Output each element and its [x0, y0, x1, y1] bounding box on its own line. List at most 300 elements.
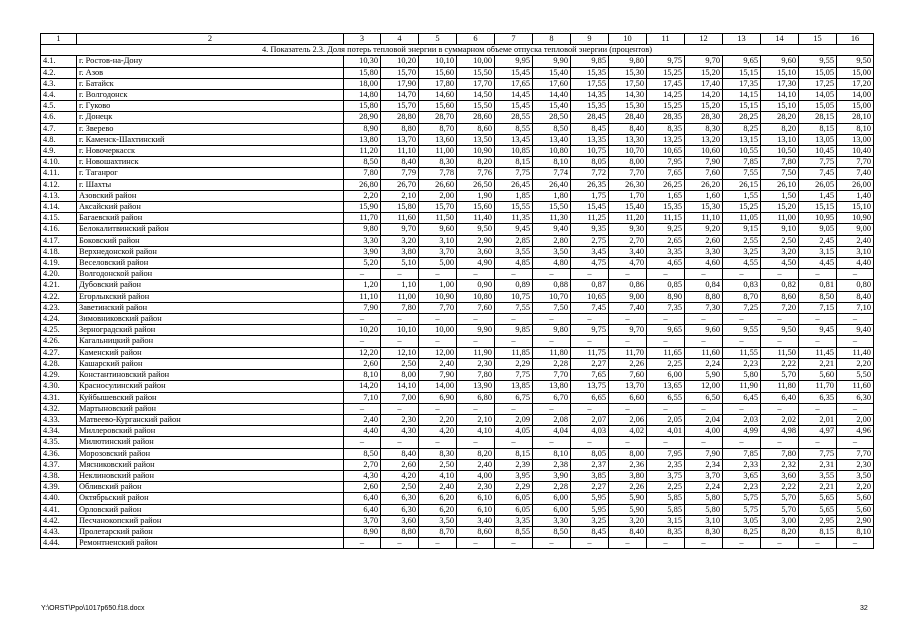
value-cell: –: [344, 336, 381, 347]
value-cell: –: [761, 336, 799, 347]
value-cell: –: [761, 538, 799, 549]
page-number: 32: [860, 605, 868, 612]
table-row: [41, 56, 874, 67]
value-cell: 2,39: [495, 459, 533, 470]
value-cell: 8,70: [419, 526, 457, 537]
value-cell: 28,90: [344, 112, 381, 123]
value-cell: 26,35: [571, 179, 609, 190]
value-cell: 13,70: [609, 381, 647, 392]
value-cell: 10,60: [685, 146, 723, 157]
value-cell: 14,10: [761, 90, 799, 101]
row-number: 4.24.: [41, 314, 77, 325]
table-row: [41, 302, 874, 313]
value-cell: 11,00: [381, 291, 419, 302]
value-cell: 14,05: [799, 90, 837, 101]
value-cell: 9,65: [647, 325, 685, 336]
value-cell: 13,00: [837, 134, 874, 145]
table-row: [41, 504, 874, 515]
value-cell: –: [344, 269, 381, 280]
value-cell: 8,05: [571, 157, 609, 168]
value-cell: –: [685, 403, 723, 414]
value-cell: –: [609, 437, 647, 448]
value-cell: 14,20: [685, 90, 723, 101]
value-cell: 9,65: [723, 56, 761, 67]
value-cell: –: [685, 314, 723, 325]
value-cell: 9,00: [609, 291, 647, 302]
value-cell: –: [647, 269, 685, 280]
value-cell: 9,90: [457, 325, 495, 336]
value-cell: 2,95: [799, 515, 837, 526]
value-cell: 13,80: [344, 134, 381, 145]
value-cell: 6,65: [571, 392, 609, 403]
value-cell: 26,10: [761, 179, 799, 190]
table-row: [41, 403, 874, 414]
value-cell: –: [609, 403, 647, 414]
value-cell: 7,79: [381, 168, 419, 179]
value-cell: 15,10: [761, 101, 799, 112]
value-cell: –: [344, 314, 381, 325]
value-cell: –: [381, 269, 419, 280]
value-cell: –: [761, 314, 799, 325]
table-row: [41, 314, 874, 325]
value-cell: 28,35: [647, 112, 685, 123]
value-cell: –: [533, 314, 571, 325]
value-cell: 5,75: [723, 493, 761, 504]
indicator-table: [40, 33, 874, 549]
value-cell: –: [457, 538, 495, 549]
value-cell: 15,35: [571, 101, 609, 112]
value-cell: 8,35: [647, 526, 685, 537]
value-cell: 14,50: [457, 90, 495, 101]
value-cell: –: [723, 403, 761, 414]
value-cell: 15,55: [495, 202, 533, 213]
value-cell: 3,00: [761, 515, 799, 526]
value-cell: 28,15: [799, 112, 837, 123]
value-cell: 3,60: [457, 246, 495, 257]
value-cell: 8,10: [533, 157, 571, 168]
value-cell: –: [799, 269, 837, 280]
value-cell: 15,60: [419, 67, 457, 78]
value-cell: 9,40: [533, 224, 571, 235]
value-cell: 8,50: [344, 448, 381, 459]
value-cell: 11,45: [799, 347, 837, 358]
value-cell: 3,70: [419, 246, 457, 257]
municipality-name: г. Азов: [77, 67, 344, 78]
value-cell: 6,75: [495, 392, 533, 403]
value-cell: 7,90: [419, 370, 457, 381]
table-row: [41, 336, 874, 347]
value-cell: 4,96: [837, 426, 874, 437]
value-cell: 8,00: [609, 157, 647, 168]
value-cell: 10,55: [723, 146, 761, 157]
value-cell: 1,80: [533, 190, 571, 201]
value-cell: 9,00: [837, 224, 874, 235]
value-cell: 26,40: [533, 179, 571, 190]
value-cell: 15,50: [457, 101, 495, 112]
value-cell: 28,80: [381, 112, 419, 123]
value-cell: 3,70: [685, 470, 723, 481]
value-cell: 6,20: [419, 493, 457, 504]
value-cell: 8,40: [837, 291, 874, 302]
value-cell: 4,98: [761, 426, 799, 437]
value-cell: 11,50: [761, 347, 799, 358]
value-cell: –: [419, 314, 457, 325]
table-row: [41, 157, 874, 168]
value-cell: 7,10: [837, 302, 874, 313]
municipality-name: г. Батайск: [77, 78, 344, 89]
municipality-name: Зерноградский район: [77, 325, 344, 336]
row-number: 4.41.: [41, 504, 77, 515]
value-cell: 14,00: [419, 381, 457, 392]
value-cell: 6,00: [533, 493, 571, 504]
value-cell: 8,20: [761, 526, 799, 537]
value-cell: 4,30: [381, 426, 419, 437]
value-cell: 17,90: [381, 78, 419, 89]
value-cell: 2,45: [799, 235, 837, 246]
value-cell: 2,06: [609, 414, 647, 425]
value-cell: 2,30: [457, 482, 495, 493]
value-cell: 15,45: [495, 67, 533, 78]
value-cell: 9,05: [799, 224, 837, 235]
municipality-name: г. Донецк: [77, 112, 344, 123]
value-cell: 4,10: [457, 426, 495, 437]
value-cell: 10,80: [533, 146, 571, 157]
table-row: [41, 538, 874, 549]
value-cell: –: [533, 538, 571, 549]
value-cell: 7,30: [685, 302, 723, 313]
value-cell: 28,20: [761, 112, 799, 123]
value-cell: 5,80: [685, 504, 723, 515]
value-cell: 9,85: [571, 56, 609, 67]
value-cell: 7,95: [647, 157, 685, 168]
value-cell: 12,00: [685, 381, 723, 392]
value-cell: 0,81: [799, 280, 837, 291]
table-row: [41, 392, 874, 403]
value-cell: 4,30: [344, 470, 381, 481]
value-cell: 3,20: [761, 246, 799, 257]
value-cell: 13,05: [799, 134, 837, 145]
table-row: [41, 123, 874, 134]
value-cell: –: [457, 269, 495, 280]
value-cell: 3,95: [495, 470, 533, 481]
value-cell: 8,45: [571, 526, 609, 537]
value-cell: 8,15: [495, 157, 533, 168]
row-number: 4.36.: [41, 448, 77, 459]
column-number: 1: [41, 34, 77, 45]
value-cell: 5,60: [837, 493, 874, 504]
value-cell: 2,65: [647, 235, 685, 246]
value-cell: 6,10: [457, 493, 495, 504]
value-cell: 17,20: [837, 78, 874, 89]
value-cell: 0,83: [723, 280, 761, 291]
value-cell: 3,15: [799, 246, 837, 257]
value-cell: 3,50: [533, 246, 571, 257]
value-cell: –: [609, 314, 647, 325]
value-cell: 8,55: [495, 526, 533, 537]
value-cell: –: [344, 538, 381, 549]
value-cell: 9,95: [495, 56, 533, 67]
value-cell: 7,40: [609, 302, 647, 313]
value-cell: 7,15: [799, 302, 837, 313]
value-cell: 2,50: [761, 235, 799, 246]
value-cell: 1,70: [609, 190, 647, 201]
value-cell: 15,30: [609, 101, 647, 112]
municipality-name: Мартыновский район: [77, 403, 344, 414]
value-cell: 9,80: [344, 224, 381, 235]
value-cell: 2,22: [761, 358, 799, 369]
value-cell: –: [799, 538, 837, 549]
value-cell: 6,40: [761, 392, 799, 403]
row-number: 4.7.: [41, 123, 77, 134]
value-cell: 0,85: [647, 280, 685, 291]
value-cell: 13,35: [571, 134, 609, 145]
value-cell: 3,80: [381, 246, 419, 257]
value-cell: 4,03: [571, 426, 609, 437]
value-cell: 7,90: [344, 302, 381, 313]
value-cell: 8,55: [495, 123, 533, 134]
value-cell: 4,05: [495, 426, 533, 437]
value-cell: 15,45: [495, 101, 533, 112]
value-cell: 28,60: [457, 112, 495, 123]
table-row: [41, 325, 874, 336]
value-cell: 10,20: [344, 325, 381, 336]
municipality-name: Веселовский район: [77, 258, 344, 269]
row-number: 4.28.: [41, 358, 77, 369]
value-cell: 7,50: [761, 168, 799, 179]
value-cell: 9,70: [381, 224, 419, 235]
value-cell: –: [799, 314, 837, 325]
value-cell: 10,75: [571, 146, 609, 157]
value-cell: 3,80: [609, 470, 647, 481]
value-cell: 26,05: [799, 179, 837, 190]
municipality-name: Боковский район: [77, 235, 344, 246]
value-cell: 8,80: [381, 526, 419, 537]
value-cell: 7,85: [723, 157, 761, 168]
value-cell: 4,80: [533, 258, 571, 269]
value-cell: 10,75: [495, 291, 533, 302]
row-number: 4.3.: [41, 78, 77, 89]
value-cell: –: [647, 437, 685, 448]
row-number: 4.23.: [41, 302, 77, 313]
value-cell: 15,40: [533, 67, 571, 78]
table-row: [41, 78, 874, 89]
value-cell: 15,10: [837, 202, 874, 213]
row-number: 4.35.: [41, 437, 77, 448]
municipality-name: г. Новочеркасск: [77, 146, 344, 157]
value-cell: 8,10: [837, 526, 874, 537]
table-row: [41, 437, 874, 448]
value-cell: 11,00: [419, 146, 457, 157]
value-cell: 6,40: [344, 504, 381, 515]
column-number: 8: [533, 34, 571, 45]
table-row: [41, 470, 874, 481]
row-number: 4.1.: [41, 56, 77, 67]
value-cell: 13,85: [495, 381, 533, 392]
value-cell: 11,70: [344, 213, 381, 224]
value-cell: 13,70: [381, 134, 419, 145]
value-cell: 2,20: [419, 414, 457, 425]
value-cell: 8,00: [609, 448, 647, 459]
table-row: [41, 101, 874, 112]
value-cell: 2,30: [457, 358, 495, 369]
value-cell: 2,25: [647, 358, 685, 369]
document-path: Y:\ORST\Ppo\1017p650.f18.docx: [41, 605, 145, 612]
table-row: [41, 482, 874, 493]
table-row: [41, 112, 874, 123]
municipality-name: Белокалитвинский район: [77, 224, 344, 235]
value-cell: 2,05: [647, 414, 685, 425]
value-cell: 17,60: [533, 78, 571, 89]
table-row: [41, 213, 874, 224]
value-cell: 3,65: [723, 470, 761, 481]
column-number: 11: [647, 34, 685, 45]
value-cell: 2,60: [685, 235, 723, 246]
column-number: 10: [609, 34, 647, 45]
value-cell: 5,90: [609, 504, 647, 515]
value-cell: 10,90: [837, 213, 874, 224]
value-cell: 11,20: [609, 213, 647, 224]
value-cell: 5,90: [685, 370, 723, 381]
value-cell: –: [723, 336, 761, 347]
value-cell: 8,90: [344, 123, 381, 134]
value-cell: 9,35: [571, 224, 609, 235]
value-cell: 2,70: [609, 235, 647, 246]
row-number: 4.16.: [41, 224, 77, 235]
value-cell: –: [381, 538, 419, 549]
table-row: [41, 448, 874, 459]
section-title-row: [41, 45, 874, 56]
value-cell: 7,70: [837, 157, 874, 168]
municipality-name: Куйбышевский район: [77, 392, 344, 403]
value-cell: 5,80: [723, 370, 761, 381]
value-cell: 10,10: [419, 56, 457, 67]
value-cell: 10,95: [799, 213, 837, 224]
municipality-name: Морозовский район: [77, 448, 344, 459]
value-cell: –: [419, 403, 457, 414]
value-cell: 14,10: [381, 381, 419, 392]
value-cell: 8,50: [799, 291, 837, 302]
value-cell: –: [571, 403, 609, 414]
value-cell: 8,45: [571, 123, 609, 134]
value-cell: 2,20: [837, 482, 874, 493]
value-cell: 1,85: [495, 190, 533, 201]
value-cell: 15,20: [685, 101, 723, 112]
table-row: [41, 291, 874, 302]
value-cell: 5,70: [761, 493, 799, 504]
value-cell: 17,55: [571, 78, 609, 89]
row-number: 4.34.: [41, 426, 77, 437]
municipality-name: Милютинский район: [77, 437, 344, 448]
value-cell: 5,95: [571, 504, 609, 515]
municipality-name: Ремонтненский район: [77, 538, 344, 549]
municipality-name: Пролетарский район: [77, 526, 344, 537]
value-cell: 7,80: [761, 157, 799, 168]
value-cell: 2,90: [837, 515, 874, 526]
value-cell: 4,10: [419, 470, 457, 481]
value-cell: 2,50: [381, 482, 419, 493]
value-cell: 3,85: [571, 470, 609, 481]
table-row: [41, 235, 874, 246]
value-cell: –: [571, 437, 609, 448]
value-cell: 14,15: [723, 90, 761, 101]
value-cell: –: [381, 403, 419, 414]
value-cell: 6,05: [495, 504, 533, 515]
value-cell: 7,65: [647, 168, 685, 179]
row-number: 4.39.: [41, 482, 77, 493]
value-cell: 2,60: [344, 358, 381, 369]
value-cell: 10,65: [571, 291, 609, 302]
value-cell: –: [495, 538, 533, 549]
value-cell: –: [647, 314, 685, 325]
value-cell: –: [685, 437, 723, 448]
value-cell: 2,20: [344, 190, 381, 201]
value-cell: 2,60: [381, 459, 419, 470]
value-cell: –: [761, 403, 799, 414]
value-cell: 4,85: [495, 258, 533, 269]
value-cell: 2,38: [533, 459, 571, 470]
value-cell: 4,99: [723, 426, 761, 437]
value-cell: 13,75: [571, 381, 609, 392]
row-number: 4.43.: [41, 526, 77, 537]
value-cell: 15,40: [533, 101, 571, 112]
value-cell: 9,45: [495, 224, 533, 235]
value-cell: 3,30: [344, 235, 381, 246]
row-number: 4.18.: [41, 246, 77, 257]
value-cell: 2,23: [723, 358, 761, 369]
value-cell: 1,20: [344, 280, 381, 291]
value-cell: 2,50: [381, 358, 419, 369]
value-cell: 14,00: [837, 90, 874, 101]
value-cell: 15,35: [571, 67, 609, 78]
municipality-name: г. Таганрог: [77, 168, 344, 179]
value-cell: 4,97: [799, 426, 837, 437]
value-cell: 26,60: [419, 179, 457, 190]
value-cell: 15,80: [381, 202, 419, 213]
value-cell: 8,15: [495, 448, 533, 459]
value-cell: 2,60: [344, 482, 381, 493]
value-cell: –: [381, 314, 419, 325]
value-cell: 9,60: [685, 325, 723, 336]
column-number: 4: [381, 34, 419, 45]
value-cell: –: [381, 336, 419, 347]
value-cell: 2,35: [647, 459, 685, 470]
value-cell: 7,35: [647, 302, 685, 313]
value-cell: 6,55: [647, 392, 685, 403]
value-cell: 8,00: [381, 370, 419, 381]
table-row: [41, 381, 874, 392]
value-cell: 3,60: [761, 470, 799, 481]
column-number: 2: [77, 34, 344, 45]
value-cell: 8,70: [723, 291, 761, 302]
value-cell: 3,15: [647, 515, 685, 526]
value-cell: 7,10: [344, 392, 381, 403]
value-cell: 7,75: [799, 157, 837, 168]
value-cell: 1,50: [761, 190, 799, 201]
value-cell: 9,60: [761, 56, 799, 67]
value-cell: 5,50: [837, 370, 874, 381]
value-cell: 1,00: [419, 280, 457, 291]
value-cell: 15,35: [647, 202, 685, 213]
value-cell: –: [609, 269, 647, 280]
value-cell: 7,80: [381, 302, 419, 313]
row-number: 4.19.: [41, 258, 77, 269]
value-cell: 15,10: [761, 67, 799, 78]
value-cell: 8,20: [761, 123, 799, 134]
value-cell: 5,00: [419, 258, 457, 269]
municipality-name: Волгодонской район: [77, 269, 344, 280]
value-cell: 9,50: [837, 56, 874, 67]
column-number: 9: [571, 34, 609, 45]
